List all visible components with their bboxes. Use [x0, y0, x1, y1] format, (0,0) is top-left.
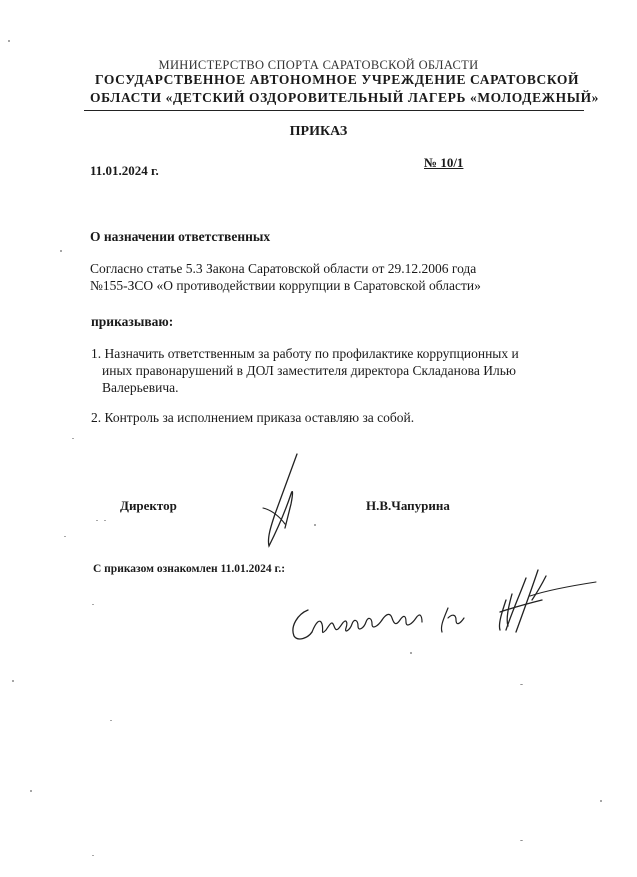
scan-speck	[60, 250, 62, 252]
scan-speck	[104, 520, 106, 521]
legal-basis-line1: Согласно статье 5.3 Закона Саратовской области от 29.12.2006 года	[90, 261, 477, 276]
acknowledgement-text: С приказом ознакомлен 11.01.2024 г.:	[93, 563, 286, 575]
legal-basis	[90, 260, 481, 294]
scan-speck	[314, 524, 316, 526]
order-word: приказываю:	[91, 314, 174, 329]
order-item-2: 2. Контроль за исполнением приказа оставляю за собой.	[91, 410, 415, 425]
document-number: № 10/1	[424, 155, 464, 170]
document-date: 11.01.2024 г.	[90, 163, 159, 178]
scan-speck	[96, 520, 98, 521]
document-subject: О назначении ответственных	[90, 229, 271, 244]
scan-speck	[8, 40, 10, 42]
scan-speck	[64, 536, 66, 537]
scan-speck	[520, 684, 523, 685]
scan-speck	[600, 800, 602, 802]
scan-speck	[110, 720, 112, 721]
scan-speck	[30, 790, 32, 792]
legal-basis-line2: №155-ЗСО «О противодействии коррупции в Саратовской области»	[90, 278, 481, 293]
scan-speck	[72, 438, 74, 439]
signatory-name: Н.В.Чапурина	[366, 498, 450, 513]
scan-speck	[520, 840, 523, 841]
order-item-1-line2: иных правонарушений в ДОЛ заместителя директора Складанова Илью	[102, 363, 516, 378]
scan-speck	[92, 855, 94, 856]
scan-speck	[12, 680, 14, 682]
header-divider	[84, 110, 584, 111]
ministry-name: МИНИСТЕРСТВО СПОРТА САРАТОВСКОЙ ОБЛАСТИ	[158, 58, 479, 72]
scan-speck	[410, 652, 412, 654]
employee-signature-icon	[280, 560, 610, 650]
order-item-1-line3: Валерьевича.	[102, 380, 179, 395]
scan-speck	[92, 604, 94, 605]
order-item-1-line1: 1. Назначить ответственным за работу по профилактике коррупционных и	[91, 346, 519, 361]
director-signature-icon	[245, 450, 325, 550]
organization-name-line1: ГОСУДАРСТВЕННОЕ АВТОНОМНОЕ УЧРЕЖДЕНИЕ САРАТОВСКОЙ	[95, 72, 580, 87]
order-item-1	[91, 345, 519, 396]
organization-name-line2: ОБЛАСТИ «ДЕТСКИЙ ОЗДОРОВИТЕЛЬНЫЙ ЛАГЕРЬ «МОЛОДЕЖНЫЙ»	[90, 90, 600, 105]
document-title: ПРИКАЗ	[289, 124, 348, 139]
signatory-position: Директор	[120, 498, 177, 513]
